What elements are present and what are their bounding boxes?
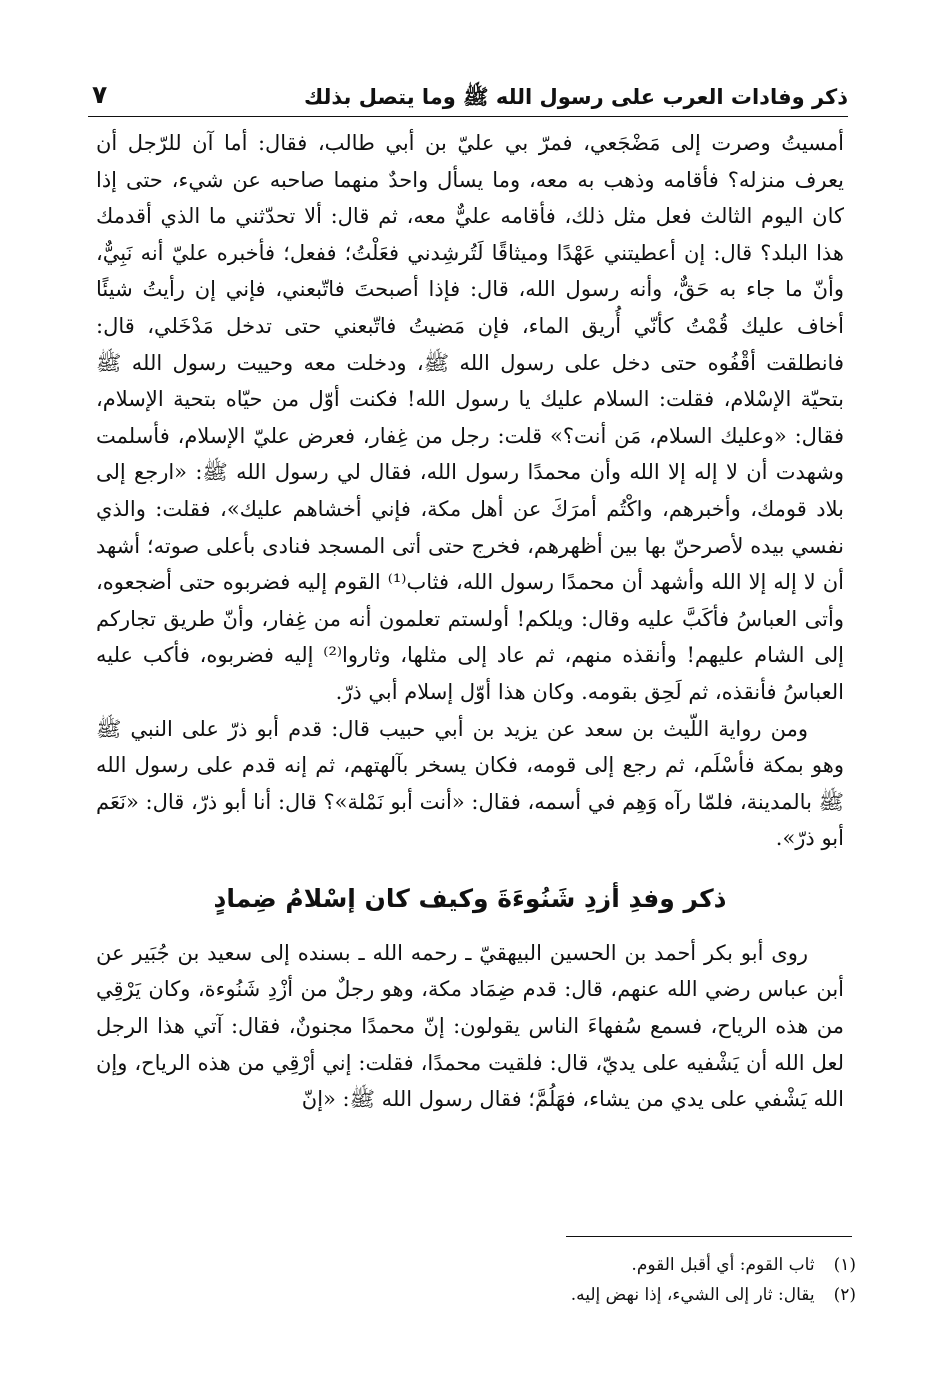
paragraph-abu-dharr-story: أمسيتُ وصرت إلى مَضْجَعي، فمرّ بي عليّ بن أبي طالب، فقال: أما آن للرّجل أن يعرف منزله؟ فأقامه وذهب به معه، وما يسأل واحدٌ منهما صاحبه عن شيء، حتى إذا كان اليوم الثالث فعل مثل ذلك، فأقامه عليٌّ معه، ثم قال: ألا تحدّثني ما الذي أقدمك هذا البلد؟ قال: إن أعطيتني عَهْدًا وميثاقًا لَتُرشِدني فعَلْتُ؛ ففعل؛ فأخبره عليّ أنه نَبِيٌّ، وأنّ ما جاء به حَقٌّ، وأنه رسول الله، قال: فإذا أصبحتَ فاتّبعني، فإني إن رأيتُ شيئًا أخاف عليك قُمْتُ كأنّي أُريق الماء، فإن مَضيتُ فاتّبعني حتى تدخل مَدْخَلي، قال: فانطلقت أقْفُوه حتى دخل على رسول الله ﷺ، ودخلت معه وحييت رسول الله ﷺ بتحيّة الإسْلام، فقلت: السلام عليك يا رسول الله! فكنت أوّل من حيّاه بتحية الإسلام، فقال: «وعليك السلام، مَن أنت؟» قلت: رجل من غِفار، فعرض عليّ الإسلام، فأسلمت وشهدت أن لا إله إلا الله وأن محمدًا رسول الله، فقال لي رسول الله ﷺ: «ارجع إلى بلاد قومك، وأخبرهم، واكْتُم أمرَكَ عن أهل مكة، فإني أخشاهم عليك»، فقلت: والذي نفسي بيده لأصرحنّ بها بين أظهرهم، فخرج حتى أتى المسجد فنادى بأعلى صوته؛ أشهد أن لا إله إلا الله وأشهد أن محمدًا رسول الله، فثاب⁽¹⁾ القوم إليه فضربوه حتى أضجعوه، وأتى العباسُ فأكَبَّ عليه وقال: ويلكم! أولستم تعلمون أنه من غِفار، وأنّ طريق تجاركم إلى الشام عليهم! وأنقذه منهم، ثم عاد إلى مثلها، وثاروا⁽²⁾ إليه فضربوه، فأكب عليه العباسُ فأنقذه، ثم لَحِق بقومه. وكان هذا أوّل إسلام أبي ذرّ.	[96, 131, 844, 704]
footnote-text: ثاب القوم: أي أقبل القوم.	[631, 1255, 815, 1275]
header-title: ذكر وفادات العرب على رسول الله ﷺ وما يتصل بذلك	[303, 85, 848, 109]
main-text	[96, 125, 844, 1118]
footnote-number: (٢)	[833, 1285, 856, 1305]
footnotes	[96, 1250, 856, 1310]
section-heading: ذكر وفدِ أزدِ شَنُوءَةَ وكيف كان إسْلامُ ضِمادٍ	[213, 883, 727, 913]
header-rule	[88, 116, 848, 117]
footnote-text: يقال: ثار إلى الشيء، إذا نهض إليه.	[570, 1285, 815, 1305]
paragraph-dimad-story: روى أبو بكر أحمد بن الحسين البيهقيّ ـ رحمه الله ـ بسنده إلى سعيد بن جُبَير عن أبن عباس رضي الله عنهم، قال: قدم ضِمَاد مكة، وهو رجلٌ من أزْدِ شَنُوءة، وكان يَرْقِي من هذه الرياح، فسمع سُفهاءَ الناس يقولون: إنّ محمدًا مجنونٌ، فقال: آتي هذا الرجل لعل الله أن يَشْفيه على يديّ، قال: فلقيت محمدًا، فقلت: إني أرْقِي من هذه الرياح، وإن الله يَشْفي على يدي من يشاء، فهَلُمَّ؛ فقال رسول الله ﷺ: «إنّ	[96, 940, 844, 1112]
footnote-item	[96, 1280, 856, 1310]
paragraph-layth-narration: ومن رواية اللّيث بن سعد عن يزيد بن أبي حبيب قال: قدم أبو ذرّ على النبي ﷺ وهو بمكة فأسْلَم، ثم رجع إلى قومه، فكان يسخر بآلهتهم، ثم إنه قدم على رسول الله ﷺ بالمدينة، فلمّا رآه وَهِم في أسمه، فقال: «أنت أبو نَمْلة»؟ قال: أنا أبو ذرّ، قال: «نَعَم أبو ذرّ».	[96, 716, 844, 851]
footnote-rule	[566, 1236, 852, 1237]
footnote-item	[96, 1250, 856, 1280]
page-number: ٧	[92, 80, 108, 109]
running-header	[88, 74, 848, 116]
footnote-number: (١)	[833, 1255, 856, 1275]
